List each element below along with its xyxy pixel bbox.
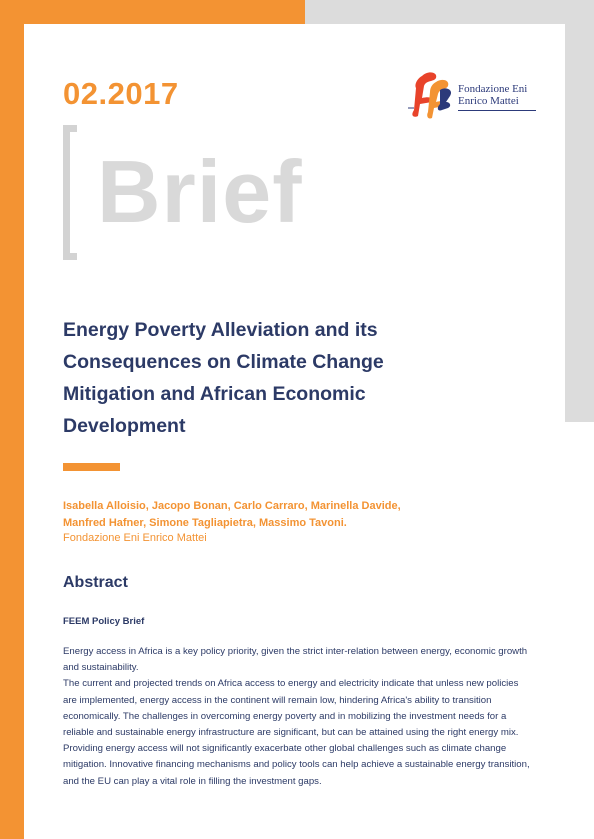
authors-line: Isabella Alloisio, Jacopo Bonan, Carlo Carraro, Marinella Davide, bbox=[63, 500, 401, 512]
right-grey-band bbox=[565, 0, 594, 422]
brief-bracket bbox=[63, 125, 77, 260]
brief-wordmark: Brief bbox=[97, 142, 303, 241]
abstract-paragraph: The current and projected trends on Africa access to energy and electricity indicate that unless new policies are implemented, energy access in the continent will remain low, hindering Africa's ability to transition economically. The challenges in overcoming energy poverty and in mobilizing the investment needs for a reliable and sustainable energy infrastructure are significant, but can be attained using the right energy mix. Providing energy access will not significantly exacerbate other global challenges such as climate change mitigation. Innovative financing mechanisms and policy tools can help achieve a sustainable energy transition, and the EU can play a vital role in filling the investment gaps. bbox=[63, 678, 530, 787]
left-orange-band bbox=[0, 0, 24, 839]
title-line: Energy Poverty Alleviation and its bbox=[63, 319, 378, 341]
logo-underline bbox=[458, 110, 536, 111]
title-rule bbox=[63, 463, 120, 471]
series-label: FEEM Policy Brief bbox=[63, 616, 145, 627]
issue-number: 02.2017 bbox=[63, 76, 179, 111]
abstract-heading: Abstract bbox=[63, 574, 128, 591]
title-line: Consequences on Climate Change bbox=[63, 351, 384, 373]
document-title bbox=[63, 314, 443, 442]
abstract-paragraph: Energy access in Africa is a key policy priority, given the strict inter-relation between energy, economic growth and sustainability. bbox=[63, 646, 528, 674]
top-grey-band bbox=[305, 0, 594, 24]
authors-line: Manfred Hafner, Simone Tagliapietra, Massimo Tavoni. bbox=[63, 517, 347, 529]
top-orange-band bbox=[0, 0, 305, 24]
title-line: Development bbox=[63, 415, 186, 437]
logo-wordmark: Fondazione Eni Enrico Mattei bbox=[458, 83, 528, 107]
affiliation: Fondazione Eni Enrico Mattei bbox=[63, 532, 207, 544]
title-line: Mitigation and African Economic bbox=[63, 383, 366, 405]
authors bbox=[63, 498, 533, 532]
abstract-body bbox=[63, 644, 533, 790]
